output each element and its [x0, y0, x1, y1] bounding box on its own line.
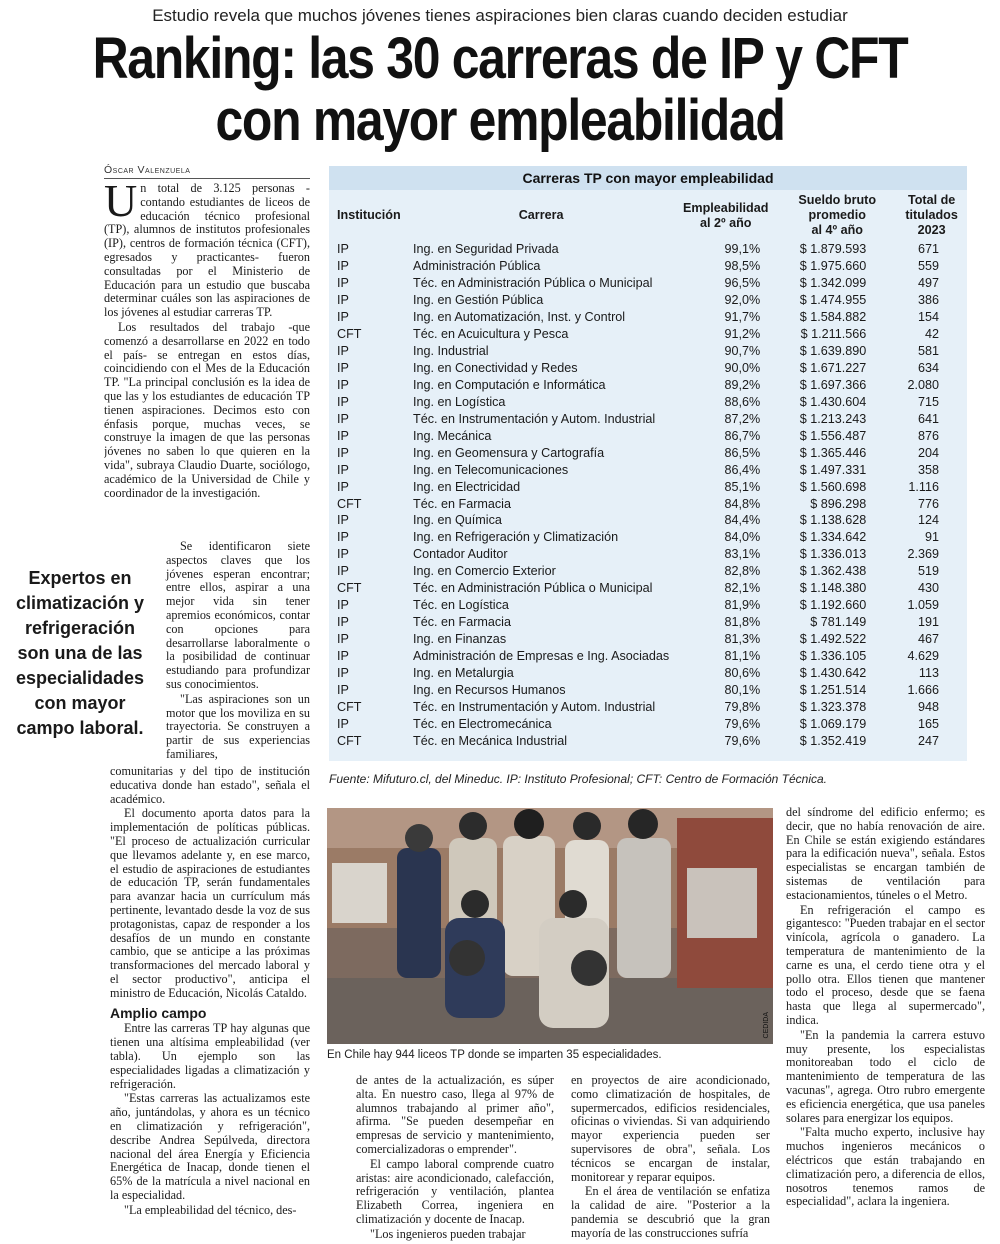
- table-row: [329, 444, 967, 461]
- cell-empleabilidad: 79,6%: [724, 716, 761, 731]
- table-row: [329, 529, 967, 546]
- table-title: Carreras TP con mayor empleabilidad: [329, 166, 967, 190]
- cell-empleabilidad: 81,9%: [724, 598, 761, 613]
- table-header-row: [329, 190, 967, 241]
- paragraph: "Falta mucho experto, inclusive hay muchos ingenieros mecánicos o eléctricos que están trabajando en climatización pero, a diferencia de ellos, nosotros tenemos ramos de especialidad", aclara la ingeniera.: [786, 1125, 985, 1209]
- cell-institucion: IP: [337, 632, 349, 647]
- table-row: [329, 393, 967, 410]
- paragraph: Los resultados del trabajo -que comenzó a desarrollarse en 2022 en todo el país- se entregan en estos días, coincidiendo con el Mes de la Educación TP. "La principal conclusión es la idea de que las y los estudiantes de educación TP tienen aspiraciones. Decimos esto con énfasis porque, muchas veces, se construye la imagen de que las personas jóvenes no saben lo que quieren en la vida", subraya Claudio Duarte, sociólogo, académico de la Universidad de Chile y coordinador de la investigación.: [104, 319, 310, 500]
- paragraph: En refrigeración el campo es gigantesco: "Pueden trabajar en el sector vinícola, agrícola o ganadero. La temperatura de mantenimiento de la carne es una, el cerdo tiene otra y el pollo otra. Ellos tienen que mantener todo el proceso, desde que se faena hasta que llega al supermercado", indica.: [786, 902, 985, 1027]
- cell-institucion: IP: [337, 716, 349, 731]
- table-row: [329, 377, 967, 394]
- cell-empleabilidad: 80,1%: [724, 682, 761, 697]
- cell-titulados: 467: [917, 632, 939, 647]
- paragraph: en proyectos de aire acondicionado, como climatización de hospitales, de supermercados, edificios residenciales, oficinas o viviendas. Si van adquiriendo mayor experiencia pueden ser supervisores de obra", señala. Los técnicos se encargan de instalar, monitorear y reparar equipos.: [571, 1074, 770, 1184]
- header-empleabilidad: Empleabilidad al 2º año: [683, 200, 769, 230]
- byline: Óscar Valenzuela: [104, 164, 310, 179]
- table-row: [329, 715, 967, 732]
- cell-titulados: 42: [924, 327, 939, 342]
- cell-carrera: Téc. en Logística: [413, 598, 509, 613]
- cell-carrera: Téc. en Mecánica Industrial: [413, 733, 567, 748]
- article-column-1-bottom: [110, 765, 310, 1244]
- cell-carrera: Ing. en Electricidad: [413, 479, 521, 494]
- cell-empleabilidad: 79,8%: [724, 699, 761, 714]
- headline-line-2: con mayor empleabilidad: [215, 88, 785, 153]
- employability-table: [329, 166, 967, 761]
- table-row: [329, 343, 967, 360]
- cell-empleabilidad: 79,6%: [724, 733, 761, 748]
- lead-paragraph: Un total de 3.125 personas -contando estudiantes de liceos de educación técnico profesional (TP), alumnos de institutos profesionales (IP), centros de formación técnica (CFT), egresados y practicantes- fueron consultadas por el Ministerio de Educación para un estudio que buscaba determinar cuáles son las aspiraciones de los jóvenes al estudiar carreras TP.: [104, 182, 310, 320]
- cell-carrera: Ing. en Telecomunicaciones: [413, 462, 569, 477]
- cell-sueldo: $ 1.975.660: [799, 259, 867, 274]
- cell-empleabilidad: 84,8%: [724, 496, 761, 511]
- cell-institucion: IP: [337, 513, 349, 528]
- cell-institucion: IP: [337, 479, 349, 494]
- cell-titulados: 204: [917, 445, 939, 460]
- paragraph: "Los ingenieros pueden trabajar: [370, 1226, 526, 1241]
- table: [329, 190, 967, 749]
- table-body: [329, 241, 967, 749]
- cell-carrera: Ing. en Recursos Humanos: [413, 682, 566, 697]
- cell-titulados: 581: [917, 344, 939, 359]
- paragraph: "Las aspiraciones son un motor que los moviliza en su trayectoria. Se construyen a partir de sus experiencias familiares,: [166, 691, 310, 761]
- table-row: [329, 614, 967, 631]
- cell-carrera: Ing. en Comercio Exterior: [413, 564, 556, 579]
- cell-titulados: 165: [917, 716, 939, 731]
- cell-sueldo: $ 1.671.227: [799, 361, 867, 376]
- cell-institucion: IP: [337, 445, 349, 460]
- table-row: [329, 597, 967, 614]
- cell-sueldo: $ 1.497.331: [799, 462, 867, 477]
- table-row: [329, 631, 967, 648]
- cell-titulados: 715: [917, 394, 939, 409]
- paragraph: "Estas carreras las actualizamos este año, juntándolas, y ahora es un técnico en climatización y refrigeración", describe Andrea Sepúlveda, directora nacional del área Energía y Eficiencia Energética de Inacap, donde tienen el 65% de la matrícula a nivel nacional en la especialidad.: [110, 1091, 310, 1202]
- header-carrera: Carrera: [518, 208, 564, 222]
- cell-institucion: IP: [337, 462, 349, 477]
- cell-empleabilidad: 84,0%: [724, 530, 761, 545]
- cell-institucion: IP: [337, 648, 349, 663]
- cell-empleabilidad: 88,6%: [724, 394, 761, 409]
- table-row: [329, 292, 967, 309]
- table-row: [329, 258, 967, 275]
- cell-empleabilidad: 98,5%: [724, 259, 761, 274]
- paragraph: "En la pandemia la carrera estuvo muy presente, los especialistas monitoreaban todo el ciclo de mantenimiento de temperatura de las vacunas", agrega. Otro rubro emergente es eficiencia energética, que usa paneles solares para energizar los equipos.: [786, 1027, 985, 1125]
- cell-titulados: 634: [917, 361, 939, 376]
- cell-carrera: Téc. en Acuicultura y Pesca: [413, 327, 569, 342]
- cell-institucion: CFT: [337, 733, 362, 748]
- cell-sueldo: $ 1.697.366: [799, 377, 867, 392]
- paragraph: Entre las carreras TP hay algunas que tienen una altísima empleabilidad (ver tabla). Un ejemplo son las especialidades ligadas a climatización y refrigeración.: [110, 1021, 310, 1091]
- cell-carrera: Ing. Industrial: [413, 344, 489, 359]
- cell-sueldo: $ 1.430.642: [799, 665, 867, 680]
- cell-institucion: IP: [337, 259, 349, 274]
- pullquote: Expertos en climatización y refrigeración son una de las especialidades con mayor campo laboral.: [15, 568, 145, 738]
- cell-titulados: 247: [917, 733, 939, 748]
- paragraph: de antes de la actualización, es súper alta. En nuestro caso, llega al 97% de alumnos trabajando al primer año", afirma. "Se pueden desempeñar en empresas de servicio y mantenimiento, comercializadoras o emprender".: [356, 1074, 554, 1156]
- cell-sueldo: $ 1.474.955: [799, 293, 867, 308]
- cell-sueldo: $ 1.639.890: [799, 344, 867, 359]
- cell-titulados: 559: [917, 259, 939, 274]
- cell-carrera: Ing. en Gestión Pública: [413, 293, 544, 308]
- cell-carrera: Ing. en Conectividad y Redes: [413, 361, 578, 376]
- cell-sueldo: $ 896.298: [810, 496, 867, 511]
- cell-institucion: IP: [337, 411, 349, 426]
- cell-sueldo: $ 1.251.514: [799, 682, 867, 697]
- cell-carrera: Téc. en Instrumentación y Autom. Industrial: [413, 699, 656, 714]
- cell-titulados: 776: [917, 496, 939, 511]
- cell-empleabilidad: 82,8%: [724, 564, 761, 579]
- table-source: Fuente: Mifuturo.cl, del Mineduc. IP: Instituto Profesional; CFT: Centro de Formación Técnica.: [329, 772, 827, 786]
- cell-titulados: 1.059: [907, 598, 939, 613]
- cell-titulados: 2.080: [907, 377, 939, 392]
- cell-titulados: 519: [917, 564, 939, 579]
- cell-empleabilidad: 86,5%: [724, 445, 761, 460]
- cell-empleabilidad: 92,0%: [724, 293, 761, 308]
- cell-empleabilidad: 91,2%: [724, 327, 761, 342]
- cell-carrera: Ing. en Computación e Informática: [413, 377, 606, 392]
- cell-sueldo: $ 1.336.105: [799, 648, 867, 663]
- cell-institucion: IP: [337, 615, 349, 630]
- headline: [70, 28, 930, 152]
- cell-sueldo: $ 1.213.243: [799, 411, 867, 426]
- cell-institucion: CFT: [337, 496, 362, 511]
- table-row: [329, 309, 967, 326]
- cell-empleabilidad: 81,3%: [724, 632, 761, 647]
- cell-carrera: Téc. en Administración Pública o Municipal: [413, 276, 653, 291]
- table-row: [329, 732, 967, 749]
- cell-sueldo: $ 1.342.099: [799, 276, 867, 291]
- paragraph: El campo laboral comprende cuatro aristas: aire acondicionado, calefacción, refrigeración y ventilación, plantea Elizabeth Correa, ingeniera en climatización y docente de Inacap.: [356, 1156, 554, 1226]
- cell-carrera: Administración de Empresas e Ing. Asociadas: [413, 648, 670, 663]
- article-column-4: [786, 806, 985, 1244]
- cell-titulados: 4.629: [907, 648, 939, 663]
- cell-titulados: 91: [924, 530, 939, 545]
- cell-sueldo: $ 1.556.487: [799, 428, 867, 443]
- paragraph: del síndrome del edificio enfermo; es decir, que no había renovación de aire. En Chile se están exigiendo estándares para la edificación nueva", señala. Estos especialistas se encargan también de sistemas de ventilación para estacionamientos, túneles o el Metro.: [786, 806, 985, 902]
- cell-institucion: IP: [337, 293, 349, 308]
- cell-carrera: Ing. en Metalurgia: [413, 665, 514, 680]
- cell-titulados: 2.369: [907, 547, 939, 562]
- cell-sueldo: $ 1.362.438: [799, 564, 867, 579]
- cell-institucion: IP: [337, 428, 349, 443]
- cell-empleabilidad: 85,1%: [724, 479, 761, 494]
- cell-carrera: Téc. en Farmacia: [413, 615, 511, 630]
- cell-institucion: CFT: [337, 581, 362, 596]
- cell-titulados: 671: [917, 242, 939, 257]
- cell-titulados: 358: [917, 462, 939, 477]
- table-row: [329, 698, 967, 715]
- subhead: Amplio campo: [110, 1004, 207, 1021]
- cell-sueldo: $ 1.584.882: [799, 310, 867, 325]
- cell-institucion: IP: [337, 377, 349, 392]
- cell-sueldo: $ 1.560.698: [799, 479, 867, 494]
- header-institucion: Institución: [337, 208, 401, 222]
- headline-line-1: Ranking: las 30 carreras de IP y CFT: [92, 26, 908, 91]
- cell-sueldo: $ 1.069.179: [799, 716, 867, 731]
- cell-empleabilidad: 86,7%: [724, 428, 761, 443]
- cell-institucion: CFT: [337, 327, 362, 342]
- photo-credit: CEDIDA: [763, 1011, 770, 1038]
- cell-institucion: IP: [337, 344, 349, 359]
- cell-institucion: IP: [337, 682, 349, 697]
- cell-sueldo: $ 1.336.013: [799, 547, 867, 562]
- cell-empleabilidad: 80,6%: [724, 665, 761, 680]
- cell-empleabilidad: 81,1%: [724, 648, 761, 663]
- cell-empleabilidad: 86,4%: [724, 462, 761, 477]
- cell-institucion: IP: [337, 242, 349, 257]
- cell-empleabilidad: 84,4%: [724, 513, 761, 528]
- cell-carrera: Téc. en Instrumentación y Autom. Industrial: [413, 411, 656, 426]
- table-row: [329, 681, 967, 698]
- cell-carrera: Administración Pública: [413, 259, 541, 274]
- cell-carrera: Ing. en Logística: [413, 394, 506, 409]
- cell-carrera: Téc. en Administración Pública o Municipal: [413, 581, 653, 596]
- cell-empleabilidad: 90,0%: [724, 361, 761, 376]
- cell-carrera: Téc. en Farmacia: [413, 496, 511, 511]
- cell-empleabilidad: 87,2%: [724, 411, 761, 426]
- cell-sueldo: $ 1.211.566: [800, 327, 867, 342]
- table-row: [329, 275, 967, 292]
- cell-sueldo: $ 1.492.522: [799, 632, 867, 647]
- cell-empleabilidad: 81,8%: [724, 615, 761, 630]
- cell-titulados: 386: [917, 293, 939, 308]
- header-titulados: Total de titulados 2023: [905, 193, 958, 237]
- paragraph: En el área de ventilación se enfatiza la calidad de aire. "Posterior a la pandemia se descubrió que la gran mayoría de las construcciones sufría: [571, 1184, 770, 1240]
- cell-sueldo: $ 781.149: [810, 615, 867, 630]
- photo-caption: En Chile hay 944 liceos TP donde se imparten 35 especialidades.: [327, 1049, 662, 1061]
- cell-empleabilidad: 91,7%: [724, 310, 761, 325]
- cell-empleabilidad: 89,2%: [724, 377, 761, 392]
- cell-institucion: CFT: [337, 699, 362, 714]
- cell-institucion: IP: [337, 547, 349, 562]
- article-column-3: [571, 1074, 770, 1244]
- cell-institucion: IP: [337, 598, 349, 613]
- cell-empleabilidad: 90,7%: [724, 344, 761, 359]
- table-row: [329, 512, 967, 529]
- cell-sueldo: $ 1.430.604: [799, 394, 867, 409]
- cell-empleabilidad: 83,1%: [724, 547, 761, 562]
- cell-carrera: Ing. en Geomensura y Cartografía: [413, 445, 605, 460]
- paragraph: "La empleabilidad del técnico, des-: [124, 1202, 297, 1217]
- table-row: [329, 427, 967, 444]
- table-row: [329, 478, 967, 495]
- dropcap: U: [104, 182, 138, 226]
- cell-carrera: Ing. en Finanzas: [413, 632, 507, 647]
- cell-institucion: IP: [337, 310, 349, 325]
- table-row: [329, 410, 967, 427]
- cell-titulados: 191: [917, 615, 939, 630]
- article-column-2: [356, 1074, 554, 1244]
- cell-sueldo: $ 1.365.446: [799, 445, 867, 460]
- table-row: [329, 563, 967, 580]
- kicker: Estudio revela que muchos jóvenes tienes aspiraciones bien claras cuando deciden estudiar: [152, 6, 848, 25]
- cell-titulados: 497: [917, 276, 939, 291]
- table-row: [329, 461, 967, 478]
- cell-sueldo: $ 1.879.593: [799, 242, 867, 257]
- paragraph: comunitarias y del tipo de institución educativa donde han estado", señala el académico.: [110, 765, 310, 806]
- table-row: [329, 360, 967, 377]
- cell-empleabilidad: 82,1%: [724, 581, 761, 596]
- cell-sueldo: $ 1.192.660: [799, 598, 867, 613]
- article-column-1-top: [104, 182, 310, 552]
- table-row: [329, 495, 967, 512]
- cell-titulados: 876: [917, 428, 939, 443]
- paragraph: Se identificaron siete aspectos claves que los jóvenes esperan encontrar; entre ellos, aspirar a una mejor vida sin tener apremios económicos, contar con opciones para desarrollarse laboralmente o la posibilidad de continuar estudiando para profundizar sus conocimientos.: [166, 540, 310, 691]
- cell-titulados: 1.116: [908, 479, 939, 494]
- cell-institucion: IP: [337, 530, 349, 545]
- table-row: [329, 580, 967, 597]
- cell-carrera: Ing. en Refrigeración y Climatización: [413, 530, 619, 545]
- cell-carrera: Ing. Mecánica: [413, 428, 492, 443]
- cell-carrera: Contador Auditor: [413, 547, 508, 562]
- cell-carrera: Ing. en Automatización, Inst. y Control: [413, 310, 626, 325]
- cell-empleabilidad: 99,1%: [724, 242, 761, 257]
- cell-titulados: 1.666: [907, 682, 939, 697]
- cell-institucion: IP: [337, 665, 349, 680]
- cell-carrera: Ing. en Seguridad Privada: [413, 242, 559, 257]
- cell-empleabilidad: 96,5%: [724, 276, 761, 291]
- table-row: [329, 546, 967, 563]
- cell-titulados: 124: [917, 513, 939, 528]
- cell-institucion: IP: [337, 276, 349, 291]
- photo-students-welding: [327, 808, 773, 1044]
- photo-illustration: [327, 808, 773, 1044]
- cell-titulados: 154: [917, 310, 939, 325]
- cell-institucion: IP: [337, 564, 349, 579]
- cell-titulados: 430: [917, 581, 939, 596]
- cell-carrera: Ing. en Química: [413, 513, 502, 528]
- header-sueldo: Sueldo bruto promedio al 4º año: [798, 193, 877, 237]
- cell-sueldo: $ 1.323.378: [799, 699, 867, 714]
- paragraph: El documento aporta datos para la implementación de políticas públicas. "El proceso de actualización curricular que llevamos adelante y, en ese marco, el estudio de aspiraciones de estudiantes de educación TP, serán fundamentales para avanzar hacia un currículum más pertinente, levantado desde la voz de sus protagonistas, capaz de responder a los desafíos de un mundo en constante cambio, que se anticipe a las próximas transformaciones del mercado laboral y el sector productivo", anticipa el ministro de Educación, Nicolás Cataldo.: [110, 806, 310, 1000]
- table-row: [329, 241, 967, 258]
- table-row: [329, 326, 967, 343]
- cell-sueldo: $ 1.334.642: [799, 530, 867, 545]
- cell-institucion: IP: [337, 361, 349, 376]
- cell-sueldo: $ 1.148.380: [799, 581, 867, 596]
- cell-sueldo: $ 1.352.419: [799, 733, 867, 748]
- table-row: [329, 664, 967, 681]
- cell-titulados: 641: [917, 411, 939, 426]
- cell-institucion: IP: [337, 394, 349, 409]
- cell-sueldo: $ 1.138.628: [799, 513, 867, 528]
- table-row: [329, 648, 967, 665]
- cell-titulados: 113: [918, 665, 939, 680]
- cell-carrera: Téc. en Electromecánica: [413, 716, 552, 731]
- cell-titulados: 948: [917, 699, 939, 714]
